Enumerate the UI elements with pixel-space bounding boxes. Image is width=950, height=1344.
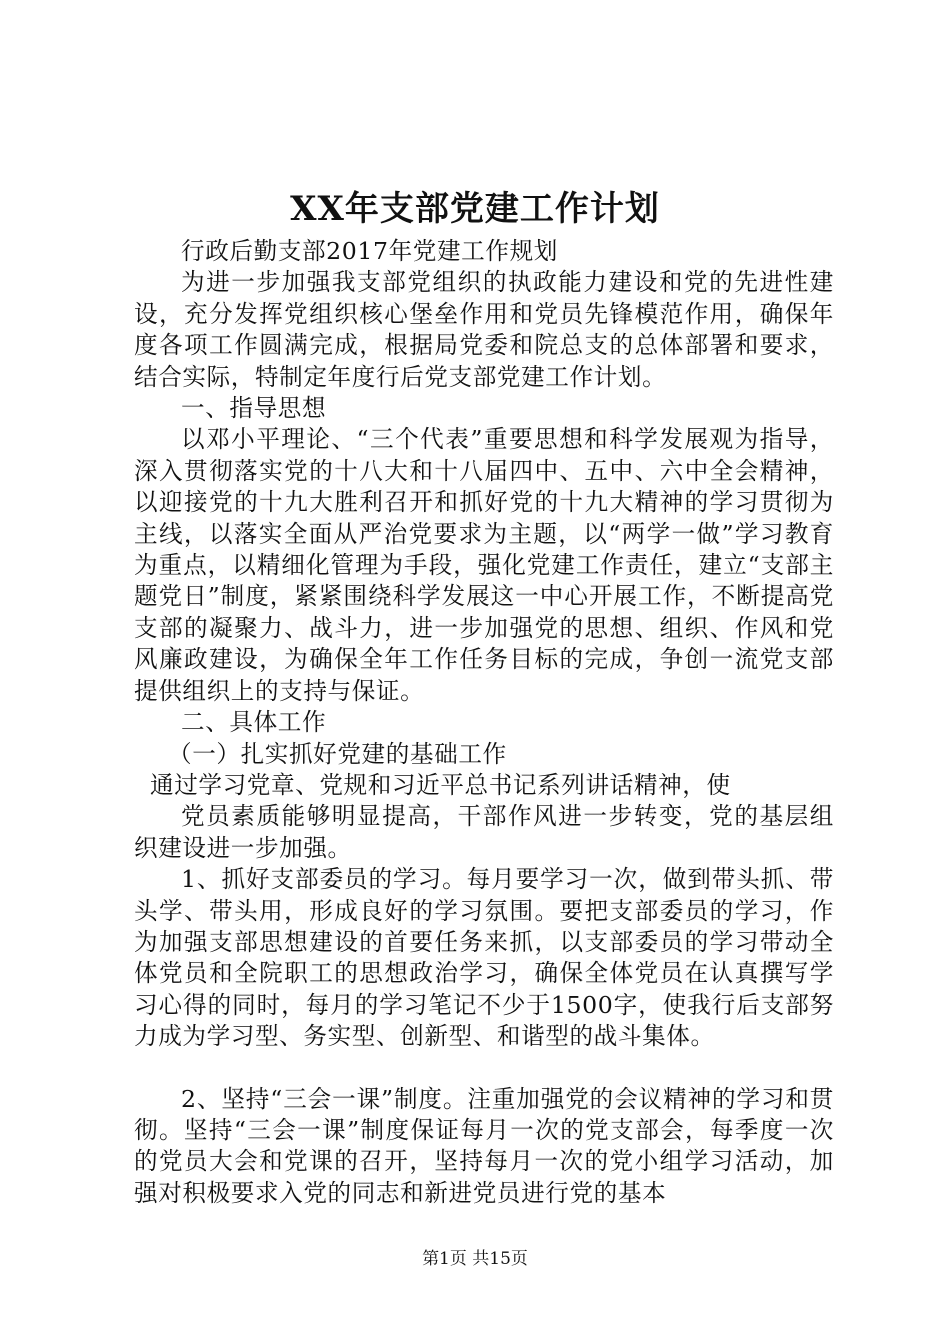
blank-line [134,1053,834,1084]
paragraph-item-1: 1、抓好支部委员的学习。每月要学习一次，做到带头抓、带头学、带头用，形成良好的学习氛围。要把支部委员的学习，作为加强支部思想建设的首要任务来抓，以支部委员的学习带动全体党员和全院职工的思想政治学习，确保全体党员在认真撰写学习心得的同时，每月的学习笔记不少于1500字，使我行后支部努力成为学习型、务实型、创新型、和谐型的战斗集体。 [134,865,834,1051]
document-body [134,236,834,1209]
paragraph-item-2: 2、坚持“三会一课”制度。注重加强党的会议精神的学习和贯彻。坚持“三会一课”制度保证每月一次的党支部会，每季度一次的党员大会和党课的召开，坚持每月一次的党小组学习活动，加强对积极要求入党的同志和新进党员进行党的基本 [134,1084,834,1207]
section-heading-guiding-thought: 一、指导思想 [181,394,327,423]
paragraph-study-intro: 通过学习党章、党规和习近平总书记系列讲话精神，使 [150,770,731,799]
paragraph-member-quality: 党员素质能够明显提高，干部作风进一步转变，党的基层组织建设进一步加强。 [134,802,834,862]
paragraph-intro: 为进一步加强我支部党组织的执政能力建设和党的先进性建设，充分发挥党组织核心堡垒作用和党员先锋模范作用，确保年度各项工作圆满完成，根据局党委和院总支的总体部署和要求，结合实际，特制定年度行后党支部党建工作计划。 [134,268,834,391]
page-footer: 第1页 共15页 [422,1249,528,1269]
subsection-heading-basic-work: （一）扎实抓好党建的基础工作 [168,739,507,768]
paragraph-guiding-thought: 以邓小平理论、“三个代表”重要思想和科学发展观为指导，深入贯彻落实党的十八大和十八届四中、五中、六中全会精神，以迎接党的十九大胜利召开和抓好党的十九大精神的学习贯彻为主线，以落实全面从严治党要求为主题，以“两学一做”学习教育为重点，以精细化管理为手段，强化党建工作责任，建立“支部主题党日”制度，紧紧围绕科学发展这一中心开展工作，不断提高党支部的凝聚力、战斗力，进一步加强党的思想、组织、作风和党风廉政建设，为确保全年工作任务目标的完成，争创一流党支部提供组织上的支持与保证。 [134,425,834,705]
subtitle-line: 行政后勤支部2017年党建工作规划 [181,237,558,265]
section-heading-specific-work: 二、具体工作 [181,708,327,737]
document-title: XX年支部党建工作计划 [290,189,660,229]
